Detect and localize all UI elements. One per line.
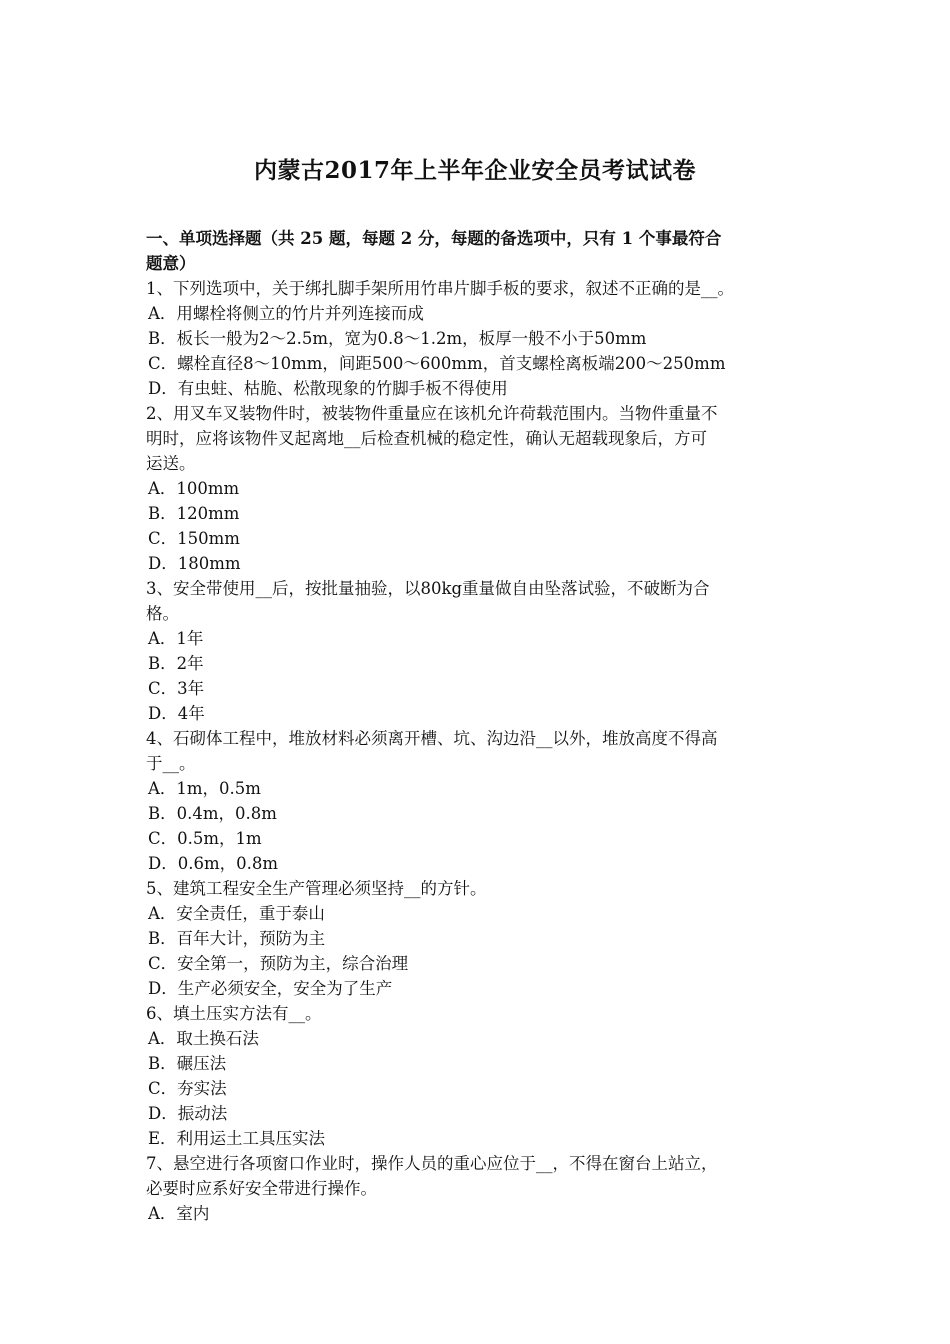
option-4b: B．0.4m，0.8m xyxy=(148,804,277,823)
option-5d: D．生产必须安全，安全为了生产 xyxy=(148,979,393,998)
option-4a: A．1m，0.5m xyxy=(148,779,261,798)
option-5c: C．安全第一，预防为主，综合治理 xyxy=(148,954,409,973)
question-text: 1、下列选项中，关于绑扎脚手架所用竹串片脚手板的要求，叙述不正确的是__。 xyxy=(146,279,734,298)
question-6 xyxy=(146,1001,816,1026)
option-4d: D．0.6m，0.8m xyxy=(148,854,279,873)
option-1c: C．螺栓直径8～10mm，间距500～600mm，首支螺栓离板端200～250mm xyxy=(148,354,726,373)
option-3a: A．1年 xyxy=(148,629,204,648)
question-text: 5、建筑工程安全生产管理必须坚持__的方针。 xyxy=(146,879,487,898)
question-3 xyxy=(146,576,816,626)
question-text: 2、用叉车叉装物件时，被装物件重量应在该机允许荷载范围内。当物件重量不 xyxy=(146,404,718,423)
option-6d: D．振动法 xyxy=(148,1104,228,1123)
option-3d: D．4年 xyxy=(148,704,205,723)
question-text: 明时，应将该物件叉起离地__后检查机械的稳定性，确认无超载现象后，方可 xyxy=(146,429,707,448)
option-4c: C．0.5m，1m xyxy=(148,829,262,848)
option-6e: E．利用运土工具压实法 xyxy=(148,1129,326,1148)
section-heading-line: 题意） xyxy=(146,254,196,273)
option-2c: C．150mm xyxy=(148,529,240,548)
exam-content xyxy=(146,226,816,1226)
option-3b: B．2年 xyxy=(148,654,204,673)
question-4 xyxy=(146,726,816,776)
option-3c: C．3年 xyxy=(148,679,205,698)
question-text: 3、安全带使用__后，按批量抽验，以80kg重量做自由坠落试验，不破断为合 xyxy=(146,579,710,598)
question-5 xyxy=(146,876,816,901)
question-text: 6、填土压实方法有__。 xyxy=(146,1004,322,1023)
question-2 xyxy=(146,401,816,476)
question-text: 于__。 xyxy=(146,754,196,773)
option-1d: D．有虫蛀、枯脆、松散现象的竹脚手板不得使用 xyxy=(148,379,508,398)
question-text: 运送。 xyxy=(146,454,196,473)
option-5b: B．百年大计，预防为主 xyxy=(148,929,326,948)
option-6c: C．夯实法 xyxy=(148,1079,227,1098)
option-6b: B．碾压法 xyxy=(148,1054,227,1073)
option-6a: A．取土换石法 xyxy=(148,1029,259,1048)
question-text: 4、石砌体工程中，堆放材料必须离开槽、坑、沟边沿__以外，堆放高度不得高 xyxy=(146,729,718,748)
option-2b: B．120mm xyxy=(148,504,240,523)
option-5a: A．安全责任，重于泰山 xyxy=(148,904,325,923)
question-text: 格。 xyxy=(146,604,179,623)
question-text: 7、悬空进行各项窗口作业时，操作人员的重心应位于__，不得在窗台上站立， xyxy=(146,1154,718,1173)
question-text: 必要时应系好安全带进行操作。 xyxy=(146,1179,377,1198)
question-1 xyxy=(146,276,816,301)
page-title: 内蒙古2017年上半年企业安全员考试试卷 xyxy=(253,157,696,184)
option-1a: A．用螺栓将侧立的竹片并列连接而成 xyxy=(148,304,424,323)
section-heading xyxy=(146,226,816,276)
section-heading-line: 一、单项选择题（共 25 题，每题 2 分，每题的备选项中，只有 1 个事最符合 xyxy=(146,229,722,248)
option-2a: A．100mm xyxy=(148,479,240,498)
option-1b: B．板长一般为2～2.5m，宽为0.8～1.2m，板厚一般不小于50mm xyxy=(148,329,647,348)
option-2d: D．180mm xyxy=(148,554,241,573)
option-7a: A．室内 xyxy=(148,1204,210,1223)
question-7 xyxy=(146,1151,816,1201)
